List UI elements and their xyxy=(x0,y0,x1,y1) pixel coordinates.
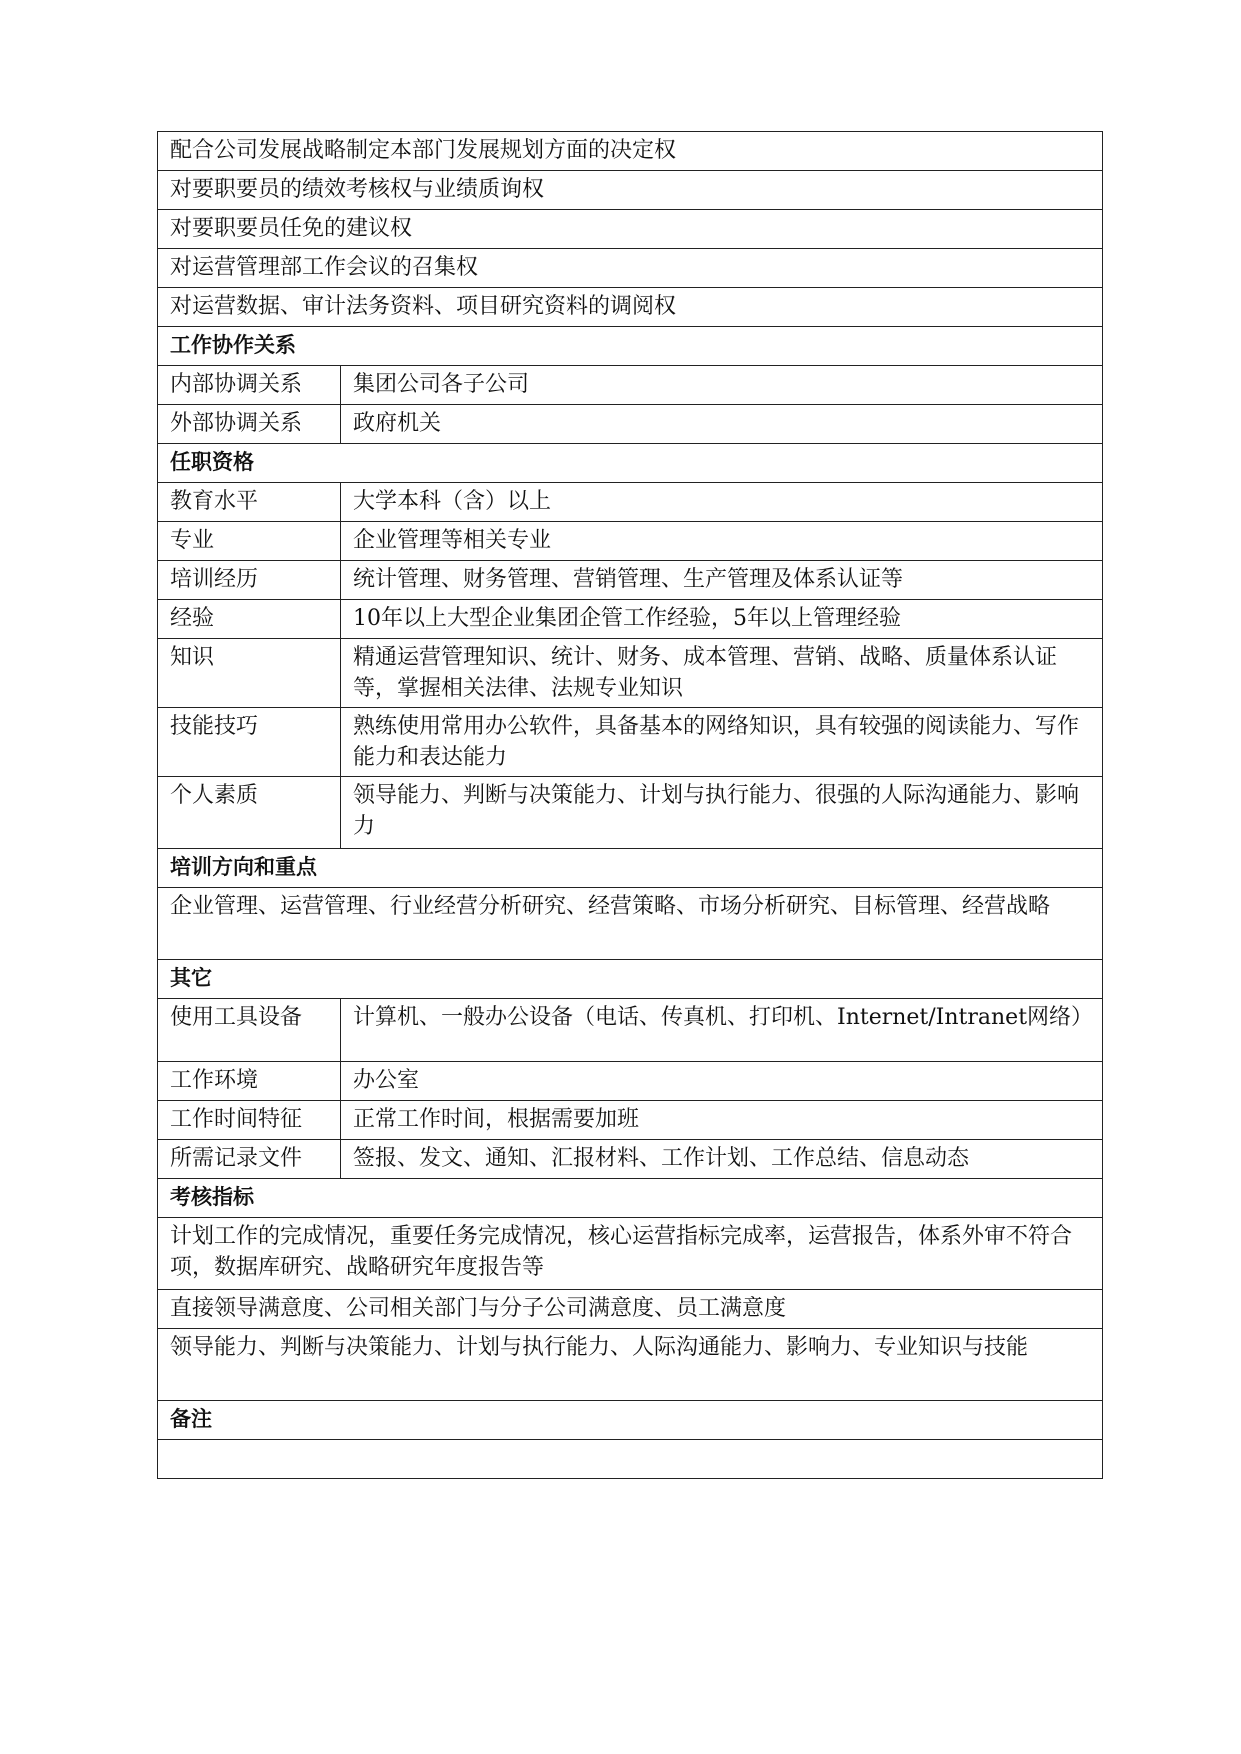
row-value: 办公室 xyxy=(341,1062,1103,1101)
row-label: 培训经历 xyxy=(158,561,341,600)
other-heading: 其它 xyxy=(158,960,1103,999)
assessment-row xyxy=(158,1218,1103,1290)
qualifications-heading: 任职资格 xyxy=(158,444,1103,483)
cooperation-row xyxy=(158,366,1103,405)
authority-text: 对要职要员的绩效考核权与业绩质询权 xyxy=(158,171,1103,210)
row-label: 外部协调关系 xyxy=(158,405,341,444)
authority-row xyxy=(158,210,1103,249)
authority-row xyxy=(158,288,1103,327)
row-value: 10年以上大型企业集团企管工作经验，5年以上管理经验 xyxy=(341,600,1103,639)
training-row xyxy=(158,888,1103,960)
authority-row xyxy=(158,249,1103,288)
row-label: 经验 xyxy=(158,600,341,639)
cooperation-row xyxy=(158,405,1103,444)
remarks-text xyxy=(158,1440,1103,1479)
qualification-row xyxy=(158,483,1103,522)
training-heading: 培训方向和重点 xyxy=(158,849,1103,888)
row-label: 个人素质 xyxy=(158,777,341,849)
job-description-table xyxy=(157,131,1103,1479)
section-heading-row xyxy=(158,1179,1103,1218)
row-value: 正常工作时间，根据需要加班 xyxy=(341,1101,1103,1140)
training-text: 企业管理、运营管理、行业经营分析研究、经营策略、市场分析研究、目标管理、经营战略 xyxy=(158,888,1103,960)
row-value: 领导能力、判断与决策能力、计划与执行能力、很强的人际沟通能力、影响力 xyxy=(341,777,1103,849)
authority-text: 配合公司发展战略制定本部门发展规划方面的决定权 xyxy=(158,132,1103,171)
section-heading-row xyxy=(158,327,1103,366)
row-value: 签报、发文、通知、汇报材料、工作计划、工作总结、信息动态 xyxy=(341,1140,1103,1179)
row-value: 统计管理、财务管理、营销管理、生产管理及体系认证等 xyxy=(341,561,1103,600)
row-label: 使用工具设备 xyxy=(158,999,341,1062)
qualification-row xyxy=(158,522,1103,561)
row-value: 熟练使用常用办公软件，具备基本的网络知识，具有较强的阅读能力、写作能力和表达能力 xyxy=(341,708,1103,777)
section-heading-row xyxy=(158,849,1103,888)
remarks-row xyxy=(158,1440,1103,1479)
assessment-row xyxy=(158,1329,1103,1401)
row-value: 精通运营管理知识、统计、财务、成本管理、营销、战略、质量体系认证等，掌握相关法律、法规专业知识 xyxy=(341,639,1103,708)
authority-text: 对运营管理部工作会议的召集权 xyxy=(158,249,1103,288)
cooperation-heading: 工作协作关系 xyxy=(158,327,1103,366)
row-label: 教育水平 xyxy=(158,483,341,522)
row-label: 工作环境 xyxy=(158,1062,341,1101)
qualification-row xyxy=(158,639,1103,708)
row-value: 集团公司各子公司 xyxy=(341,366,1103,405)
other-row xyxy=(158,1101,1103,1140)
row-label: 所需记录文件 xyxy=(158,1140,341,1179)
authority-text: 对运营数据、审计法务资料、项目研究资料的调阅权 xyxy=(158,288,1103,327)
section-heading-row xyxy=(158,960,1103,999)
row-label: 工作时间特征 xyxy=(158,1101,341,1140)
authority-row xyxy=(158,132,1103,171)
section-heading-row xyxy=(158,444,1103,483)
qualification-row xyxy=(158,777,1103,849)
other-row xyxy=(158,999,1103,1062)
qualification-row xyxy=(158,708,1103,777)
row-value: 计算机、一般办公设备（电话、传真机、打印机、Internet/Intranet网络） xyxy=(341,999,1103,1062)
assessment-heading: 考核指标 xyxy=(158,1179,1103,1218)
row-label: 专业 xyxy=(158,522,341,561)
authority-row xyxy=(158,171,1103,210)
assessment-text: 领导能力、判断与决策能力、计划与执行能力、人际沟通能力、影响力、专业知识与技能 xyxy=(158,1329,1103,1401)
authority-text: 对要职要员任免的建议权 xyxy=(158,210,1103,249)
assessment-row xyxy=(158,1290,1103,1329)
qualification-row xyxy=(158,561,1103,600)
qualification-row xyxy=(158,600,1103,639)
row-value: 企业管理等相关专业 xyxy=(341,522,1103,561)
other-row xyxy=(158,1140,1103,1179)
remarks-heading: 备注 xyxy=(158,1401,1103,1440)
row-value: 大学本科（含）以上 xyxy=(341,483,1103,522)
row-label: 知识 xyxy=(158,639,341,708)
assessment-text: 直接领导满意度、公司相关部门与分子公司满意度、员工满意度 xyxy=(158,1290,1103,1329)
assessment-text: 计划工作的完成情况，重要任务完成情况，核心运营指标完成率，运营报告，体系外审不符合项，数据库研究、战略研究年度报告等 xyxy=(158,1218,1103,1290)
row-label: 技能技巧 xyxy=(158,708,341,777)
section-heading-row xyxy=(158,1401,1103,1440)
row-value: 政府机关 xyxy=(341,405,1103,444)
row-label: 内部协调关系 xyxy=(158,366,341,405)
other-row xyxy=(158,1062,1103,1101)
